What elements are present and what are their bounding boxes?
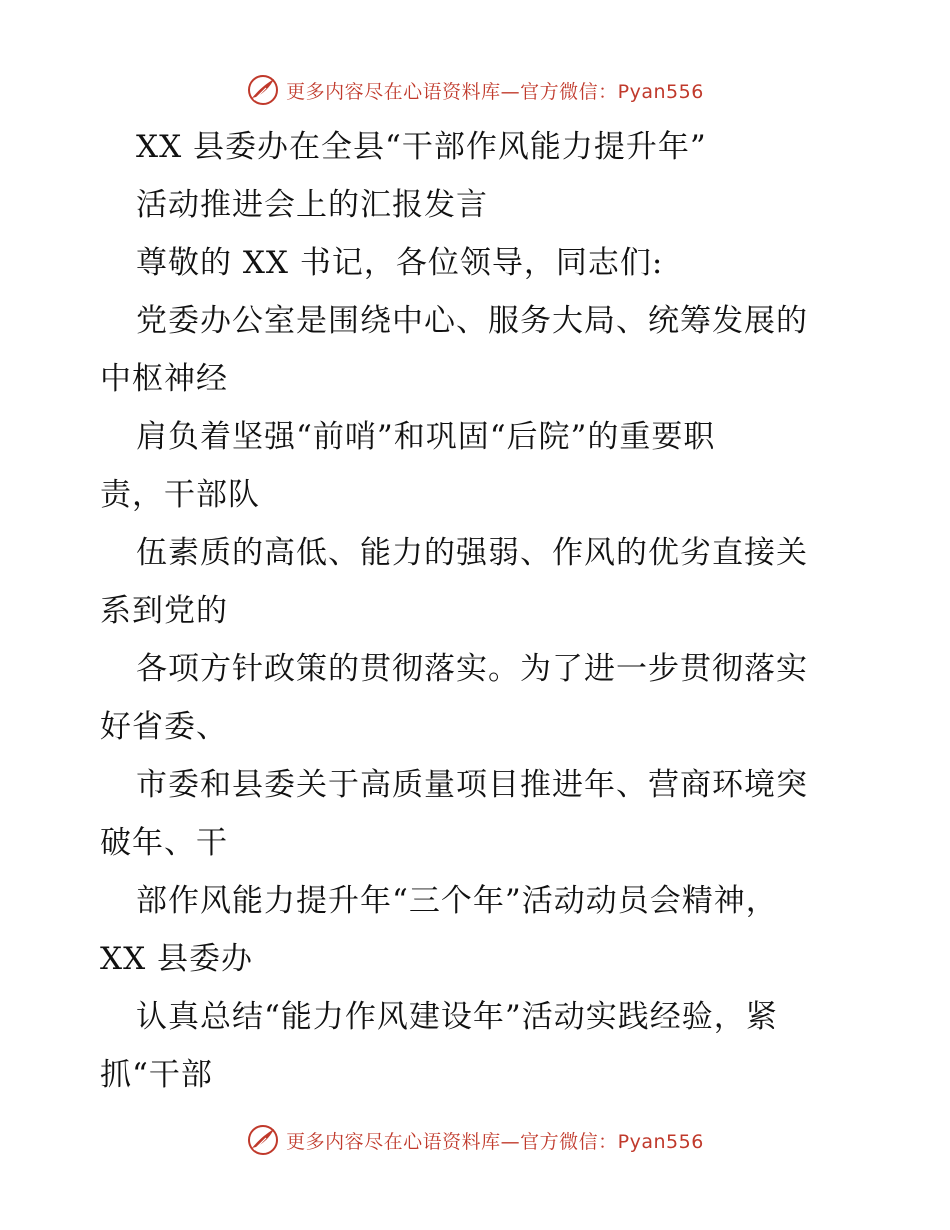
quill-logo-icon	[246, 1123, 280, 1157]
text-line: 好省委、	[100, 709, 228, 745]
text-line: 活动推进会上的汇报发言	[136, 187, 488, 223]
text-line: 系到党的	[100, 593, 228, 629]
text-line: 抓“干部	[100, 1057, 213, 1093]
text-line: 责，干部队	[100, 477, 260, 513]
text-line: XX 县委办	[100, 941, 253, 977]
text-line: 中枢神经	[100, 361, 228, 397]
text-line: 尊敬的 XX 书记，各位领导，同志们:	[136, 245, 664, 281]
document-body	[100, 118, 860, 1104]
text-line: 各项方针政策的贯彻落实。为了进一步贯彻落实	[136, 651, 808, 687]
text-line: XX 县委办在全县“干部作风能力提升年”	[136, 129, 707, 165]
text-line: 认真总结“能力作风建设年”活动实践经验，紧	[136, 999, 778, 1035]
header-banner	[0, 70, 950, 110]
text-line: 党委办公室是围绕中心、服务大局、统筹发展的	[136, 303, 808, 339]
quill-logo-icon	[246, 73, 280, 107]
footer-banner-text: 更多内容尽在心语资料库—官方微信：Pyan556	[286, 1130, 704, 1153]
footer-banner	[0, 1120, 950, 1160]
text-line: 伍素质的高低、能力的强弱、作风的优劣直接关	[136, 535, 808, 571]
text-line: 部作风能力提升年“三个年”活动动员会精神，	[136, 883, 778, 919]
header-banner-text: 更多内容尽在心语资料库—官方微信：Pyan556	[286, 80, 704, 103]
text-line: 市委和县委关于高质量项目推进年、营商环境突	[136, 767, 808, 803]
text-line: 破年、干	[100, 825, 228, 861]
text-line: 肩负着坚强“前哨”和巩固“后院”的重要职	[136, 419, 716, 455]
